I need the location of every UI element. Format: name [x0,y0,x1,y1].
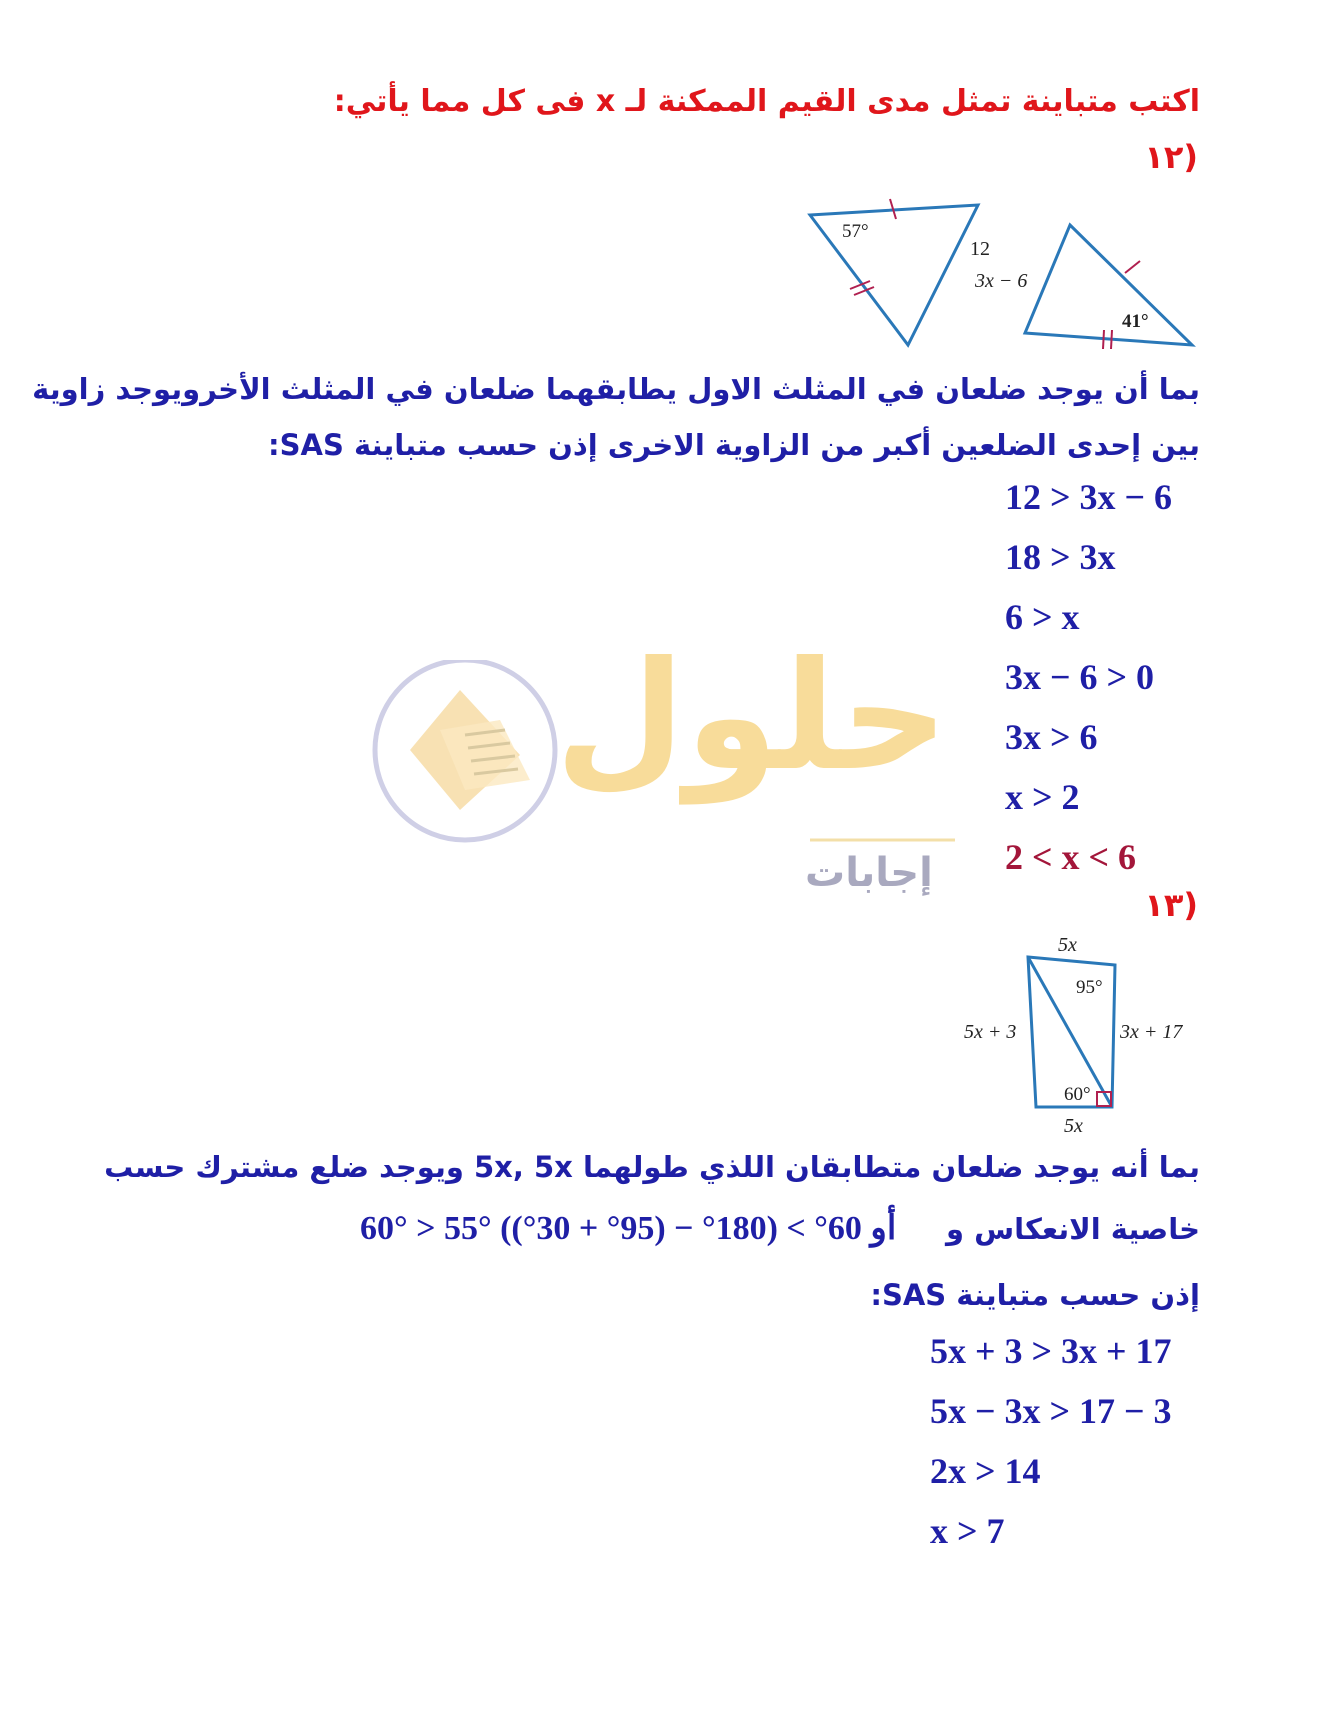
problem-13-angle-comparison: 60° > 55° أو 60° > (180° − (95° + 30°)) [360,1210,897,1247]
quadrilateral-figure [960,935,1210,1140]
angle-95-label: 95° [1076,977,1103,998]
problem-12-answer: 2 < x < 6 [1005,837,1137,877]
watermark-sub-text: إجابات [805,850,933,896]
side-3x-6-label: 3x − 6 [975,270,1028,292]
left-side-label: 5x + 3 [964,1021,1017,1043]
angle-60-label: 60° [1064,1084,1091,1105]
triangles-figure [800,185,1200,350]
problem-12-explanation-line1: بما أن يوجد ضلعان في المثلث الاول يطابقهما ضلعان في المثلث الأخرويوجد زاوية [32,372,1200,406]
tick-mark [1103,330,1104,349]
side-12-label: 12 [970,238,990,260]
problem-12-explanation-line2: بين إحدى الضلعين أكبر من الزاوية الاخرى إذن حسب متباينة SAS: [268,428,1200,462]
tick-mark [1111,330,1112,349]
problem-12-number: ١٢) [1144,138,1198,176]
triangle-right [1025,225,1192,345]
angle-57-label: 57° [842,221,869,242]
problem-13-step: 5x − 3x > 17 − 3 [930,1391,1172,1431]
problem-13-step: 5x + 3 > 3x + 17 [930,1331,1172,1371]
angle-41-label: 41° [1122,311,1149,332]
problem-13-explanation-line3: إذن حسب متباينة SAS: [870,1278,1200,1312]
top-side-label: 5x [1058,935,1077,956]
problem-12-step: 12 > 3x − 6 [1005,477,1173,517]
problem-12-step: 18 > 3x [1005,537,1116,577]
problem-12-step: 3x − 6 > 0 [1005,657,1155,697]
problem-12-step: 3x > 6 [1005,717,1098,757]
problem-13-explanation-line2-text: خاصية الانعكاس و [945,1212,1200,1246]
problem-13-explanation-line1: بما أنه يوجد ضلعان متطابقان اللذي طولهما 5x, 5x ويوجد ضلع مشترك حسب [104,1150,1200,1184]
tick-mark [1125,261,1140,273]
bottom-side-label: 5x [1064,1115,1083,1137]
problem-12-step: 6 > x [1005,597,1080,637]
problem-13-number: ١٣) [1144,886,1198,924]
problem-13-step: 2x > 14 [930,1451,1041,1491]
problem-13-step: x > 7 [930,1511,1005,1551]
problem-12-step: x > 2 [1005,777,1080,817]
watermark-logo-text: حلول [555,630,949,804]
instruction-heading: اكتب متباينة تمثل مدى القيم الممكنة لـ x فى كل مما يأتي: [333,84,1200,119]
right-side-label: 3x + 17 [1120,1021,1183,1043]
watermark [370,630,970,980]
triangle-left [810,205,978,345]
